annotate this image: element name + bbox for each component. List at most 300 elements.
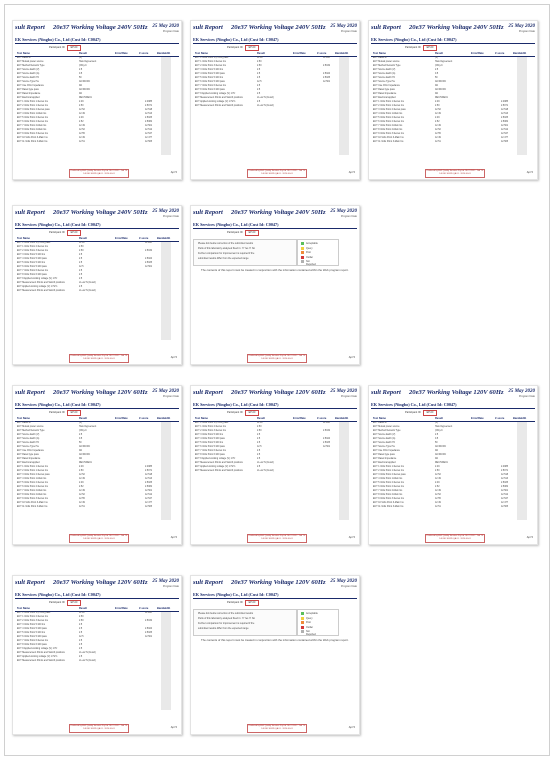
result-cell: REC/VDE01 — [79, 97, 92, 99]
result-cell: 2.52 — [435, 121, 440, 123]
test-name-cell: ECT 7 Volts Point 2-Main Ins — [373, 490, 403, 492]
zscore-cell: 12.501 — [323, 81, 331, 83]
test-name-cell: ECT 4 Volts Point 5:100 pass — [17, 628, 47, 630]
disclaimer-note: The contents of this report must be treated in conjunction with the information contained within the Web program report. — [201, 268, 349, 272]
report-title: 20e37 Working Voltage 120V 60Hz — [231, 579, 326, 586]
zscore-cell: 12.505 — [145, 506, 153, 508]
report-title: 20e37 Working Voltage 240V 50Hz — [53, 209, 148, 216]
header-divider — [15, 598, 179, 599]
legend-swatch — [301, 260, 304, 263]
report-label: sult Report — [15, 209, 45, 216]
program-date-label: Program Date — [162, 585, 179, 588]
zscore-cell: 2.5082 — [501, 121, 509, 123]
result-cell: 0Ω — [79, 93, 82, 95]
zscore-cell: 2.5025 — [501, 117, 509, 119]
test-name-cell: ECT Rated Impedance — [17, 93, 41, 95]
program-date-label: Program Date — [518, 30, 535, 33]
result-cell: 2.5 — [257, 69, 261, 71]
report-page-thumbnail[interactable] — [190, 575, 360, 735]
zscore-cell: 2.5071 — [145, 105, 153, 107]
report-page-thumbnail[interactable] — [190, 20, 360, 180]
zscore-cell: 12.501 — [145, 490, 153, 492]
result-cell: 12.5 — [79, 636, 84, 638]
test-name-cell: ECT 6 Volts Point 2-Series Ins — [373, 486, 404, 488]
legend-label: Acceptable — [306, 612, 318, 615]
result-cell: 12.55 — [435, 498, 441, 500]
report-date: 25 May 2020 — [508, 24, 535, 29]
column-header: Result — [435, 52, 443, 55]
conclusion-box — [193, 239, 297, 266]
test-name-cell: ECT Electrical applied — [17, 462, 40, 464]
result-cell: 2.5 — [79, 624, 83, 626]
test-name-cell: ECT 2 Volts Point 1-Series Ins — [373, 105, 404, 107]
test-name-cell: ECT Source Type Ha — [373, 446, 395, 448]
column-header: Test Name — [373, 52, 386, 55]
test-name-cell: ECT 5 Volts Point 5:100 Ins — [17, 262, 46, 264]
footer-box: Produced by EHS Quality Services Pty Ltd 28.07.2020 – Job 70. 140 IEC 60335 QA 01 · 2020-10-01 — [69, 724, 129, 733]
page-header — [193, 209, 357, 221]
result-cell: 2.5 — [79, 632, 83, 634]
legend-label: Poor — [306, 251, 312, 254]
test-name-cell: ECT 11 Volts Point 3-Main Ins — [373, 141, 404, 143]
zscore-cell: 2.5024 — [323, 73, 331, 75]
test-name-cell: ECT 2 Volts Point 1-Series Ins — [17, 105, 48, 107]
conclusion-line: Please tick below correction of the submitted results — [198, 612, 254, 615]
report-label: sult Report — [193, 389, 223, 396]
result-cell: 2.50 — [257, 430, 262, 432]
test-name-cell: ECT 1 Volts Point 1-Series Ins — [17, 101, 48, 103]
test-name-cell: ECT Method Network Type — [373, 65, 401, 67]
report-label: sult Report — [371, 389, 401, 396]
zscore-cell: 12.477 — [501, 502, 509, 504]
result-cell: 2.50 — [79, 620, 84, 622]
zscore-cell: 12.505 — [145, 141, 153, 143]
test-name-cell: ECT 6 Volts Point 5:100 pass — [17, 636, 47, 638]
result-cell: Hand Agreement — [435, 61, 453, 63]
participant-row — [371, 45, 535, 51]
header-divider — [193, 228, 357, 229]
test-name-cell: ECT 5 Volts Point 2-Series Ins — [373, 482, 404, 484]
result-cell: 2.5 — [257, 93, 261, 95]
table-row — [371, 141, 535, 145]
test-name-cell: ECT 3 Volts Point 2-Series pass — [17, 109, 50, 111]
test-name-cell: ECT 2 Volts Point 3-Series Ins — [195, 65, 226, 67]
report-date: 25 May 2020 — [152, 389, 179, 394]
result-cell: 2.5 — [79, 262, 83, 264]
zscore-cell: 2.5025 — [145, 117, 153, 119]
result-cell: 2.5 — [79, 258, 83, 260]
zscore-cell: 12.512 — [145, 129, 153, 131]
report-date: 25 May 2020 — [508, 389, 535, 394]
test-name-cell: ECT 10 Volts Point 3-Main Ins — [373, 137, 404, 139]
result-cell: 2.5 — [257, 101, 261, 103]
test-name-cell: ECT Electrical applied — [373, 97, 396, 99]
zscore-cell: 12.513 — [145, 113, 153, 115]
zscore-cell: 12.518 — [145, 474, 153, 476]
result-cell: 2.50 — [79, 250, 84, 252]
test-name-cell: ECT Rated type pass — [17, 89, 39, 91]
test-name-cell: ECT Use Ohm Impedance — [373, 450, 400, 452]
zscore-cell: 12.513 — [501, 478, 509, 480]
program-date-label: Program Date — [518, 395, 535, 398]
table-row — [15, 141, 179, 145]
conclusion-line: Parts of this laboratory analysed fixed in: ☐ Yes ☐ No — [198, 617, 255, 620]
participant-id-box: EP-00 — [245, 410, 259, 416]
participant-id-box: EP-00 — [67, 45, 81, 51]
column-header: Result — [435, 417, 443, 420]
result-cell: L1+L2 N (found) — [257, 470, 274, 472]
result-cell: 2.50 — [79, 246, 84, 248]
page-number: Apr 5 — [348, 356, 355, 359]
column-header: Bandwidth — [157, 417, 171, 420]
result-cell: 2.5 — [79, 274, 83, 276]
column-header: Test Name — [195, 417, 208, 420]
result-cell: 12.49 — [79, 490, 85, 492]
result-cell: 0Ω — [435, 85, 438, 87]
report-label: sult Report — [15, 24, 45, 31]
column-header: Error/Rate — [471, 417, 484, 420]
program-date-label: Program Date — [162, 395, 179, 398]
company-name: EK Services (Ningbo) Co., Ltd (Cust Id: C0047) — [371, 37, 457, 42]
zscore-cell: 2.5082 — [501, 486, 509, 488]
company-name: EK Services (Ningbo) Co., Ltd (Cust Id: C0047) — [193, 592, 279, 597]
score-legend — [297, 609, 339, 636]
test-name-cell: ECT 4 Volts Point 1-Main Ins — [373, 113, 403, 115]
result-cell: 2.50 — [257, 65, 262, 67]
column-header: Error/Rate — [115, 607, 128, 610]
test-name-cell: ECT 3 Volts Point 5:100 Ins — [195, 434, 224, 436]
test-name-cell: ECT 8 Volts Point 6:100 pass — [17, 644, 47, 646]
report-page-thumbnail[interactable] — [368, 20, 538, 180]
report-page-thumbnail[interactable] — [190, 385, 360, 545]
test-name-cell: ECT Rated type pass — [17, 454, 39, 456]
test-name-cell: ECT Method Network Type — [17, 430, 45, 432]
result-cell: 12.49 — [79, 478, 85, 480]
report-date: 25 May 2020 — [330, 579, 357, 584]
test-name-cell: ECT 7 Volts Point 2-Main Ins — [17, 125, 47, 127]
conclusion-line: Parts of this laboratory analysed fixed in: ☐ Yes ☐ No — [198, 247, 255, 250]
test-name-cell: ECT 3 Volts Point 5:100 Ins — [17, 624, 46, 626]
zscore-cell: 12.501 — [145, 636, 153, 638]
result-cell: AC/DC/DC — [435, 454, 447, 456]
test-name-cell: ECT Measurement Points and Switch positions — [195, 97, 243, 99]
zscore-cell: 12.501 — [323, 446, 331, 448]
page-header — [193, 579, 357, 591]
result-cell: 2.5 — [79, 656, 83, 658]
zscore-cell: 2.5024 — [145, 258, 153, 260]
legend-label: Acceptable — [306, 242, 318, 245]
zscore-cell: 12.477 — [501, 137, 509, 139]
zscore-cell: 12.477 — [145, 137, 153, 139]
result-cell: 12.49 — [79, 113, 85, 115]
test-name-cell: ECT 1 Volts Point 1-Series Ins — [17, 466, 48, 468]
legend-swatch — [301, 617, 304, 620]
test-name-cell: ECT 3 Volts Point 2-Series pass — [373, 474, 406, 476]
test-name-cell: ECT Mutual power source — [373, 61, 400, 63]
page-header — [371, 389, 535, 401]
result-cell: 2.5 — [79, 434, 83, 436]
test-name-cell: ECT Source Earth Hz — [373, 77, 396, 79]
result-cell: L1+L2 N (found) — [79, 660, 96, 662]
report-date: 25 May 2020 — [330, 209, 357, 214]
test-name-cell: ECT 8 Volts Point 6:100 pass — [195, 454, 225, 456]
test-name-cell: ECT 3 Volts Point 5:100 Ins — [195, 69, 224, 71]
test-name-cell: ECT 8 Volts Point 2-Main Ins — [17, 494, 47, 496]
test-name-cell: ECT Applied working voltage (V) 1 HZ 1 — [17, 656, 58, 658]
result-cell: 2.49 — [435, 482, 440, 484]
test-name-cell: ECT 1 Volts Point 1 (1:100) pass — [195, 57, 229, 59]
test-name-cell: ECT 2 Volts Point 1-Series Ins — [17, 470, 48, 472]
result-cell: 11.00 — [79, 612, 85, 614]
report-title: 20e37 Working Voltage 120V 60Hz — [53, 389, 148, 396]
program-date-label: Program Date — [340, 215, 357, 218]
test-name-cell: ECT 11 Volts Point 3-Main Ins — [17, 141, 48, 143]
test-name-cell: ECT 3 Volts Point 2-Series pass — [17, 474, 50, 476]
result-cell: 2.52 — [435, 486, 440, 488]
report-page-thumbnail[interactable] — [368, 385, 538, 545]
column-header: Result — [79, 417, 87, 420]
report-page-thumbnail[interactable] — [12, 385, 182, 545]
report-title: 20e37 Working Voltage 120V 60Hz — [231, 389, 326, 396]
result-cell: AC/DC/DC — [435, 446, 447, 448]
result-cell: 2.5 — [257, 434, 261, 436]
test-name-cell: ECT 10 Volts Point 3-Main Ins — [17, 137, 48, 139]
result-cell: 2.5 — [79, 644, 83, 646]
test-name-cell: ECT 1 Volts Point 2-Series Ins — [17, 246, 48, 248]
footer-box: Produced by EHS Quality Services Pty Ltd 28.07.2020 – Job 70. 140 IEC 60335 QA 01 · 2020-10-01 — [425, 534, 485, 543]
column-header: Z-score — [495, 52, 505, 55]
result-cell: 12.49 — [435, 478, 441, 480]
zscore-cell: 12.547 — [145, 498, 153, 500]
report-date: 25 May 2020 — [330, 24, 357, 29]
header-divider — [193, 43, 357, 44]
test-name-cell: ECT 6 Volts Point 2-Series Ins — [373, 121, 404, 123]
test-name-cell: ECT 4 Volts Point 5:100 pass — [17, 258, 47, 260]
result-cell: 0.5 — [435, 73, 439, 75]
test-name-cell: ECT Rated type pass — [373, 89, 395, 91]
column-header: Z-score — [317, 417, 327, 420]
result-cell: 0Ω — [79, 450, 82, 452]
column-header: Z-score — [317, 52, 327, 55]
report-page-thumbnail[interactable] — [190, 205, 360, 365]
test-name-cell: ECT Measurement Points and Switch positions — [17, 282, 65, 284]
header-divider — [193, 598, 357, 599]
result-cell: 2.49 — [79, 466, 84, 468]
column-header: Z-score — [139, 237, 149, 240]
test-name-cell: ECT 6 Volts Point 5:100 pass — [17, 266, 47, 268]
result-cell: 2.52 — [79, 121, 84, 123]
result-cell: 2.5 — [257, 466, 261, 468]
participant-label: Participant ID — [49, 601, 65, 604]
column-header: Result — [79, 52, 87, 55]
test-name-cell: ECT Measurement Points and Switch positions — [17, 290, 65, 292]
result-cell: (1) — [435, 57, 438, 59]
result-cell: 2.5 — [79, 69, 83, 71]
report-title: 20e37 Working Voltage 120V 60Hz — [53, 579, 148, 586]
result-cell: REC/VDE01 — [435, 97, 448, 99]
zscore-cell: 12.518 — [501, 109, 509, 111]
result-cell: 2.49 — [79, 482, 84, 484]
result-cell: 12.52 — [79, 474, 85, 476]
test-name-cell: ECT Source Earth (A) — [17, 438, 40, 440]
zscore-cell: 12.505 — [501, 141, 509, 143]
footer-box: Produced by EHS Quality Services Pty Ltd 28.07.2020 – Job 70. 140 IEC 60335 QA 01 · 2020-10-01 — [69, 354, 129, 363]
test-name-cell: ECT 1 Volts Point 1-Series Ins — [373, 466, 404, 468]
test-name-cell: ECT 2 Volts Point 3-Series Ins — [17, 250, 48, 252]
column-header: Result — [79, 237, 87, 240]
test-name-cell: ECT 10 Volts Point 3-Main Ins — [17, 502, 48, 504]
legend-label: Poor — [306, 621, 312, 624]
zscore-cell: 2.5071 — [145, 470, 153, 472]
page-number: Apr 5 — [170, 536, 177, 539]
report-page-thumbnail[interactable] — [12, 205, 182, 365]
zscore-cell: 2.5025 — [145, 632, 153, 634]
conclusion-line: Further comparison for improvement is required if the — [198, 252, 255, 255]
report-date: 25 May 2020 — [152, 24, 179, 29]
conclusion-line: submitted results differ from the expected range — [198, 257, 249, 260]
result-cell: 50 — [435, 77, 438, 79]
result-cell: (1) — [79, 422, 82, 424]
test-name-cell: ECT Rated In — [17, 57, 31, 59]
participant-row — [15, 45, 179, 51]
table-row — [371, 506, 535, 510]
test-name-cell: ECT 2 Volts Point 3-Series Ins — [17, 620, 48, 622]
column-header: Z-score — [139, 52, 149, 55]
zscore-cell: 2.4985 — [145, 466, 153, 468]
participant-label: Participant ID — [49, 231, 65, 234]
column-header: Error/Rate — [115, 417, 128, 420]
test-name-cell: ECT 8 Volts Point 6:100 pass — [17, 274, 47, 276]
result-cell: 12.5 — [257, 81, 262, 83]
test-name-cell: ECT Mutual power source — [373, 426, 400, 428]
legend-label: Not Reported — [306, 630, 316, 636]
zscore-cell: 12.501 — [501, 125, 509, 127]
page-header — [15, 389, 179, 401]
column-header: Test Name — [17, 52, 30, 55]
column-header: Test Name — [17, 237, 30, 240]
result-cell: (N/A)-C — [79, 430, 87, 432]
column-header: Result — [257, 52, 265, 55]
result-cell: 0Ω — [435, 458, 438, 460]
column-header: Bandwidth — [335, 417, 349, 420]
result-cell: 2.50 — [257, 426, 262, 428]
result-cell: 12.51 — [435, 141, 441, 143]
zscore-cell: 12.501 — [145, 125, 153, 127]
report-title: 20e37 Working Voltage 240V 50Hz — [409, 24, 504, 31]
results-table — [193, 57, 357, 109]
program-date-label: Program Date — [340, 395, 357, 398]
test-name-cell: ECT 7 Volts Point 2-Main Ins — [373, 125, 403, 127]
result-cell: AC/DC/DC — [435, 89, 447, 91]
conclusion-line: submitted results differ from the expected range — [198, 627, 249, 630]
column-header: Z-score — [139, 607, 149, 610]
test-name-cell: ECT 1 Volts Point 1-Series Ins — [373, 101, 404, 103]
result-cell: 2.5 — [257, 438, 261, 440]
test-name-cell: ECT 1 Volts Point 1 (1:100) pass — [17, 612, 51, 614]
result-cell: AC/DC/DC — [79, 81, 91, 83]
test-name-cell: ECT Source Earth (A) — [373, 73, 396, 75]
result-cell: 2.5 — [79, 270, 83, 272]
column-header: Z-score — [495, 417, 505, 420]
test-name-cell: ECT Measurement Points and Switch positions — [195, 105, 243, 107]
test-name-cell: ECT 1 Volts Point 1 (1:100) pass — [17, 242, 51, 244]
result-cell: 50 — [435, 442, 438, 444]
zscore-cell: 12.547 — [501, 498, 509, 500]
participant-row — [193, 410, 357, 416]
participant-row — [15, 410, 179, 416]
column-header: Bandwidth — [335, 52, 349, 55]
test-name-cell: ECT Rated Impedance — [17, 458, 41, 460]
result-cell: 11.00 — [79, 242, 85, 244]
result-cell: 12.52 — [79, 129, 85, 131]
participant-label: Participant ID — [227, 231, 243, 234]
test-name-cell: ECT 9 Applied working voltage (V) 1 Hz — [17, 648, 58, 650]
result-cell: 12.55 — [79, 498, 85, 500]
test-name-cell: ECT 2 Volts Point 1-Series Ins — [373, 470, 404, 472]
report-label: sult Report — [193, 579, 223, 586]
zscore-cell: 2.5032 — [145, 250, 153, 252]
report-title: 20e37 Working Voltage 240V 50Hz — [231, 209, 326, 216]
result-cell: 2.5 — [257, 458, 261, 460]
participant-row — [371, 410, 535, 416]
column-header: Bandwidth — [157, 607, 171, 610]
zscore-cell: 2.5032 — [323, 65, 331, 67]
test-name-cell: ECT Source Earth (V) — [17, 434, 40, 436]
page-header — [371, 24, 535, 36]
test-name-cell: ECT 6 Volts Point 2-Series Ins — [17, 121, 48, 123]
result-cell: 50 — [79, 77, 82, 79]
report-page-thumbnail[interactable] — [12, 20, 182, 180]
result-cell: (1) — [435, 422, 438, 424]
test-name-cell: ECT Applied working voltage (V) 1 HZ 1 — [195, 466, 236, 468]
test-name-cell: ECT 11 Volts Point 3-Main Ins — [373, 506, 404, 508]
footer-box: Produced by EHS Quality Services Pty Ltd 28.07.2020 – Job 70. 140 IEC 60335 QA 01 · 2020-10-01 — [69, 169, 129, 178]
result-cell: 2.5 — [79, 628, 83, 630]
legend-label: Query — [306, 616, 313, 620]
report-title: 20e37 Working Voltage 240V 50Hz — [231, 24, 326, 31]
zscore-cell: 12.501 — [145, 266, 153, 268]
test-name-cell: ECT 9 Applied working voltage (V) 1 Hz — [195, 458, 236, 460]
zscore-cell: 2.5025 — [145, 262, 153, 264]
results-table — [15, 422, 179, 510]
company-name: EK Services (Ningbo) Co., Ltd (Cust Id: C0047) — [15, 592, 101, 597]
zscore-cell: 11.008 — [323, 422, 330, 424]
report-page-thumbnail[interactable] — [12, 575, 182, 735]
program-date-label: Program Date — [340, 585, 357, 588]
company-name: EK Services (Ningbo) Co., Ltd (Cust Id: C0047) — [15, 402, 101, 407]
result-cell: 12.49 — [435, 502, 441, 504]
footer-box: Produced by EHS Quality Services Pty Ltd 28.07.2020 – Job 70. 140 IEC 60335 QA 01 · 2020-10-01 — [425, 169, 485, 178]
page-number: Apr 5 — [526, 536, 533, 539]
result-cell: 2.50 — [79, 470, 84, 472]
test-name-cell: ECT 8 Volts Point 2-Main Ins — [17, 129, 47, 131]
test-name-cell: ECT 5 Volts Point 2-Series Ins — [373, 117, 404, 119]
test-name-cell: ECT 3 Volts Point 5:100 Ins — [17, 254, 46, 256]
participant-id-box: EP-00 — [245, 45, 259, 51]
column-header: Error/Rate — [115, 52, 128, 55]
conclusion-box — [193, 609, 297, 636]
column-header: Error/Rate — [115, 237, 128, 240]
test-name-cell: ECT Source Earth (A) — [373, 438, 396, 440]
results-table — [15, 57, 179, 145]
test-name-cell: ECT 6 Volts Point 5:100 pass — [195, 81, 225, 83]
result-cell: (1) — [79, 57, 82, 59]
legend-swatch — [301, 626, 304, 629]
table-row — [193, 105, 357, 109]
zscore-cell: 2.5025 — [323, 77, 331, 79]
result-cell: 2.5 — [435, 434, 439, 436]
company-name: EK Services (Ningbo) Co., Ltd (Cust Id: C0047) — [193, 222, 279, 227]
